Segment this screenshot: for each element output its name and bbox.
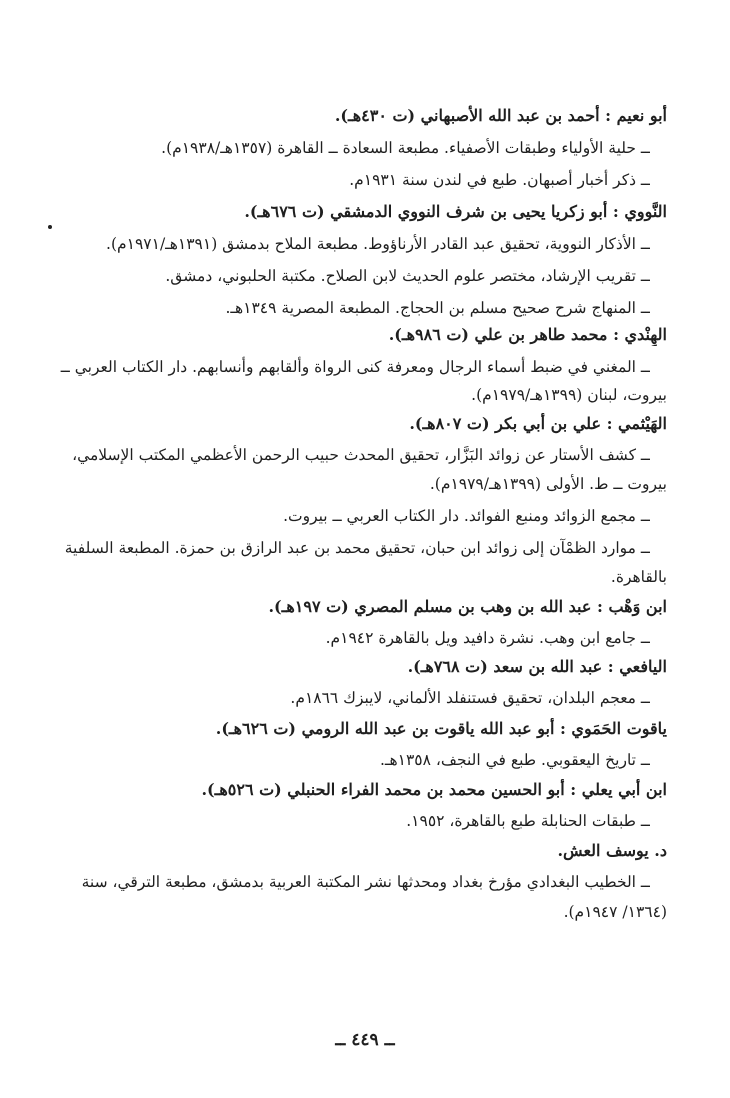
entry-item: بيروت ــ ط. الأولى (١٣٩٩هـ/١٩٧٩م). bbox=[429, 475, 667, 493]
entry-item: ــ ذكر أخبار أصبهان. طبع في لندن سنة ١٩٣١م. bbox=[349, 171, 650, 189]
entry-heading: أبو نعيم : أحمد بن عبد الله الأصبهاني (ت ٤٣٠هـ). bbox=[334, 106, 667, 125]
entry-item: ــ كشف الأستار عن زوائد البَزَّار، تحقيق المحدث حبيب الرحمن الأعظمي المكتب الإسلامي، bbox=[72, 446, 650, 464]
entry-item: ــ جامع ابن وهب. نشرة دافيد ويل بالقاهرة ١٩٤٢م. bbox=[325, 629, 650, 647]
entry-item: ــ الأذكار النووية، تحقيق عبد القادر الأرناؤوط. مطبعة الملاح بدمشق (١٣٩١هـ/١٩٧١م). bbox=[106, 235, 650, 253]
entry-item: بيروت، لبنان (١٣٩٩هـ/١٩٧٩م). bbox=[471, 386, 667, 404]
entry-item: ــ المغني في ضبط أسماء الرجال ومعرفة كنى الرواة وألقابهم وأنسابهم. دار الكتاب العربي ــ bbox=[60, 358, 650, 376]
entry-item: ــ تاريخ اليعقوبي. طبع في النجف، ١٣٥٨هـ. bbox=[380, 751, 650, 769]
entry-item: ــ طبقات الحنابلة طبع بالقاهرة، ١٩٥٢. bbox=[406, 812, 650, 830]
entry-item: ــ مجمع الزوائد ومنبع الفوائد. دار الكتاب العربي ــ بيروت. bbox=[283, 507, 650, 525]
entry-heading: ابن أبي يعلي : أبو الحسين محمد بن محمد الفراء الحنبلي (ت ٥٢٦هـ). bbox=[201, 780, 667, 799]
entry-heading: د. يوسف العش. bbox=[557, 841, 667, 860]
entry-heading: ياقوت الحَمَوي : أبو عبد الله ياقوت بن عبد الله الرومي (ت ٦٢٦هـ). bbox=[215, 719, 667, 738]
page-number: ــ ٤٤٩ ــ bbox=[335, 1030, 395, 1050]
entry-item: ــ المنهاج شرح صحيح مسلم بن الحجاج. المطبعة المصرية ١٣٤٩هـ. bbox=[225, 299, 650, 317]
entry-item: ــ موارد الظمْآن إلى زوائد ابن حبان، تحقيق محمد بن عبد الرازق بن حمزة. المطبعة السلفية bbox=[64, 539, 650, 557]
entry-item: ــ معجم البلدان، تحقيق فستنفلد الألماني، لايبزك ١٨٦٦م. bbox=[290, 689, 650, 707]
entry-heading: اليافعي : عبد الله بن سعد (ت ٧٦٨هـ). bbox=[407, 657, 667, 676]
stray-mark bbox=[48, 225, 52, 229]
entry-heading: ابن وَهْب : عبد الله بن وهب بن مسلم المصري (ت ١٩٧هـ). bbox=[268, 597, 667, 616]
entry-item: ــ الخطيب البغدادي مؤرخ بغداد ومحدثها نشر المكتبة العربية بدمشق، مطبعة الترقي، سنة bbox=[81, 873, 650, 891]
entry-heading: الهَيْثمي : علي بن أبي بكر (ت ٨٠٧هـ). bbox=[409, 414, 667, 433]
entry-heading: الهِنْدي : محمد طاهر بن علي (ت ٩٨٦هـ). bbox=[388, 325, 667, 344]
entry-heading: النَّووي : أبو زكريا يحيى بن شرف النووي الدمشقي (ت ٦٧٦هـ). bbox=[244, 202, 667, 221]
entry-item: ــ حلية الأولياء وطبقات الأصفياء. مطبعة السعادة ــ القاهرة (١٣٥٧هـ/١٩٣٨م). bbox=[161, 139, 650, 157]
entry-item: ــ تقريب الإرشاد، مختصر علوم الحديث لابن الصلاح. مكتبة الحلبوني، دمشق. bbox=[165, 267, 650, 285]
entry-item: بالقاهرة. bbox=[610, 568, 667, 586]
entry-item: (١٣٦٤/ ١٩٤٧م). bbox=[563, 903, 667, 921]
